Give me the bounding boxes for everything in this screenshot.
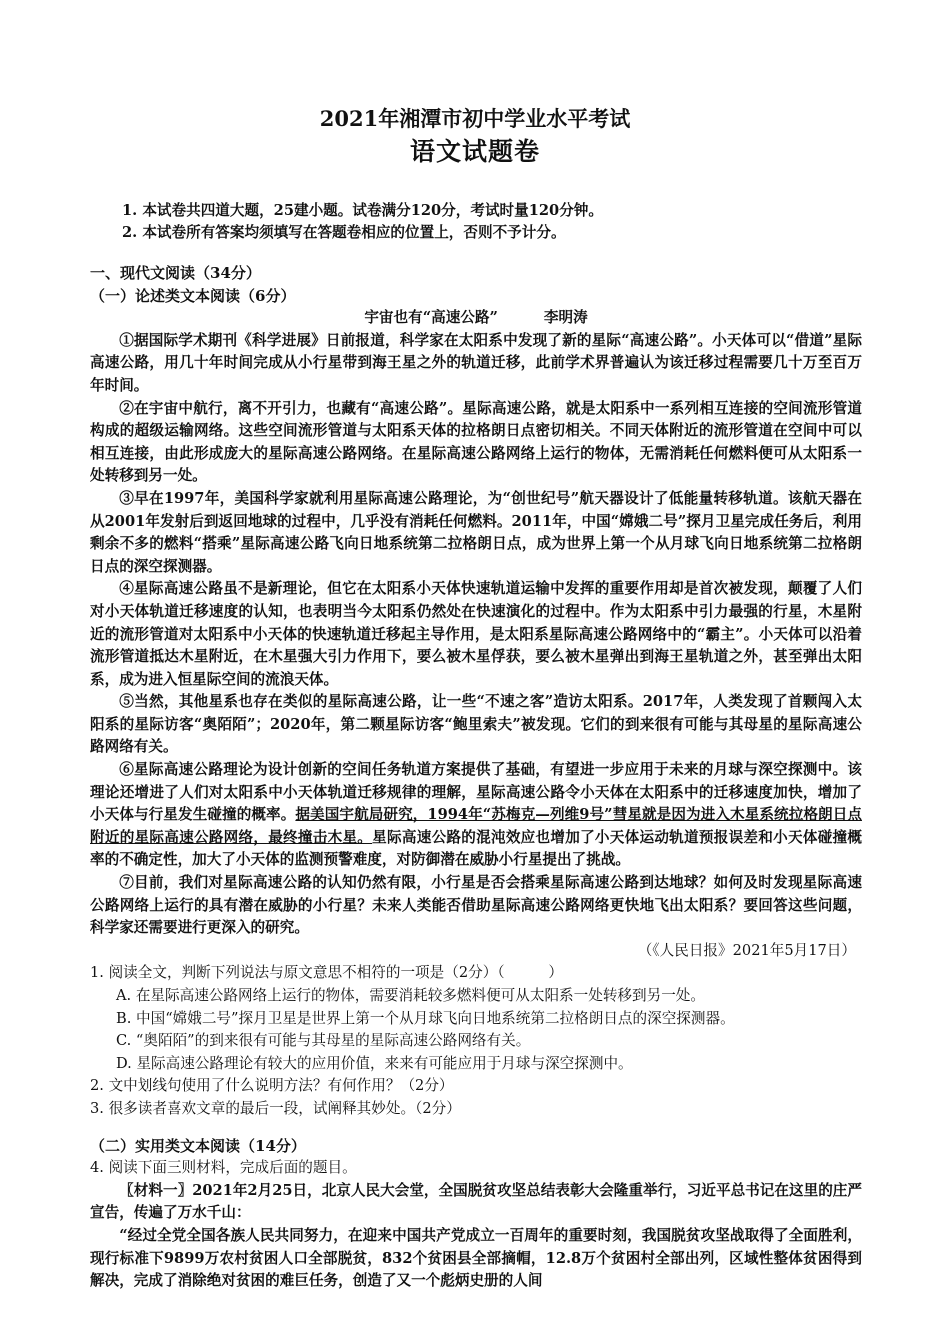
paragraph-6-part-1: ⑥星际高速公路理论为设计创新的空间任务轨道方案提供了基础，有望进一步应用于未来的月球与深空探测中。该理论还增进了人们对太阳系中小天体轨道迁移规律的理解，星际高速公路令小天体在太阳系中的迁移速度加快，增加了小天体与行星发生碰撞的概率。 bbox=[90, 761, 862, 824]
question-1-option-b: B. 中国“嫦娥二号”探月卫星是世界上第一个从月球飞向日地系统第二拉格朗日点的深空探测器。 bbox=[116, 1009, 735, 1027]
question-1-option-d: D. 星际高速公路理论有较大的应用价值，来来有可能应用于月球与深空探测中。 bbox=[116, 1054, 633, 1072]
section-heading: 一、现代文阅读（34分） bbox=[90, 264, 261, 282]
article-paragraph-7: ⑦目前，我们对星际高速公路的认知仍然有限，小行星是否会搭乘星际高速公路到达地球？如何及时发现星际高速公路网络上运行的具有潜在威胁的小行星？未来人类能否借助星际高速公路网络更快地飞出太阳系？要回答这些问题，科学家还需要进行更深入的研究。 bbox=[90, 874, 862, 937]
subsection-heading-practical: （二）实用类文本阅读（14分） bbox=[90, 1136, 306, 1155]
article-paragraph-2: ②在宇宙中航行，离不开引力，也藏有“高速公路”。星际高速公路，就是太阳系中一系列相互连接的空间流形管道构成的超级运输网络。这些空间流形管道与太阳系天体的拉格朗日点密切相关。不同天体附近的流形管道在空间中可以相互连接，由此形成庞大的星际高速公路网络。在星际高速公路网络上运行的物体，无需消耗任何燃料便可从太阳系一处转移到另一处。 bbox=[90, 399, 862, 485]
exam-subtitle: 语文试题卷 bbox=[409, 137, 540, 166]
underlined-sentence: 据美国宇航局研究，1994年“苏梅克—列维9号”彗星就是因为进入木星系统拉格朗日点附近的星际高速公路网络，最终撞击木星。 bbox=[90, 806, 862, 846]
subsection-heading-argumentative: （一）论述类文本阅读（6分） bbox=[90, 286, 296, 305]
article-paragraph-1: ①据国际学术期刊《科学进展》日前报道，科学家在太阳系中发现了新的星际“高速公路”。小天体可以“借道”星际高速公路，用几十年时间完成从小行星带到海王星之外的轨道迁移，此前学术界普遍认为该迁移过程需要几十万至百万年时间。 bbox=[90, 331, 862, 394]
paragraph-6-part-2: 星际高速公路的混沌效应也增加了小天体运动轨道预报误差和小天体碰撞概率的不确定性，加大了小天体的监测预警难度，对防御潜在威胁小行星提出了挑战。 bbox=[90, 828, 862, 869]
question-2: 2. 文中划线句使用了什么说明方法？有何作用？（2分） bbox=[90, 1077, 454, 1095]
question-4: 4. 阅读下面三则材料，完成后面的题目。 bbox=[90, 1159, 357, 1177]
section-modern-reading bbox=[90, 262, 862, 1293]
note-1: 1. 本试卷共四道大题，25建小题。试卷满分120分，考试时量120分钟。 bbox=[122, 202, 603, 219]
article-source: （《人民日报》2021年5月17日） bbox=[637, 941, 856, 959]
article-paragraph-3: ③早在1997年，美国科学家就利用星际高速公路理论，为“创世纪号”航天器设计了低能量转移轨道。该航天器在从2001年发射后到返回地球的过程中，几乎没有消耗任何燃料。2011年，中国“嫦娥二号”探月卫星完成任务后，利用剩余不多的燃料“搭乘”星际高速公路飞向日地系统第二拉格朗日点，成为世界上第一个从月球飞向日地系统第二拉格朗日点的深空探测器。 bbox=[90, 489, 862, 575]
article-paragraph-6 bbox=[90, 759, 862, 872]
exam-notes bbox=[122, 200, 890, 244]
article-paragraph-4: ④星际高速公路虽不是新理论，但它在太阳系小天体快速轨道运输中发挥的重要作用却是首次被发现，颠覆了人们对小天体轨道迁移速度的认知，也表明当今太阳系仍然处在快速演化的过程中。作为太阳系中引力最强的行星，木星附近的流形管道对太阳系中小天体的快速轨道迁移起主导作用，是太阳系星际高速公路网络中的“霸主”。小天体可以沿着流形管道抵达木星附近，在木星强大引力作用下，要么被木星俘获，要么被木星弹出到海王星轨道之外，甚至弹出太阳系，成为进入恒星际空间的流浪天体。 bbox=[90, 580, 862, 688]
question-1: 1. 阅读全文，判断下列说法与原文意思不相符的一项是（2分）（ ） bbox=[90, 964, 563, 982]
note-2: 2. 本试卷所有答案均须填写在答题卷相应的位置上，否则不予计分。 bbox=[122, 224, 566, 241]
material-1-intro: 〖材料一〗2021年2月25日，北京人民大会堂，全国脱贫攻坚总结表彰大会隆重举行，习近平总书记在这里的庄严宣告，传遍了万水千山： bbox=[90, 1181, 862, 1222]
material-1-quote: “经过全党全国各族人民共同努力，在迎来中国共产党成立一百周年的重要时刻，我国脱贫攻坚战取得了全面胜利，现行标准下9899万农村贫困人口全部脱贫，832个贫困县全部摘帽，12.8万个贫困村全部出列，区域性整体贫困得到解决，完成了消除绝对贫困的难巨任务，创造了又一个彪炳史册的人间 bbox=[90, 1226, 862, 1290]
question-3: 3. 很多读者喜欢文章的最后一段，试阐释其妙处。（2分） bbox=[90, 1099, 461, 1117]
article-author: 李明涛 bbox=[543, 309, 588, 327]
article-title: 宇宙也有“高速公路” bbox=[364, 309, 498, 327]
exam-title: 2021年湘潭市初中学业水平考试 bbox=[319, 106, 631, 131]
article-title-line bbox=[90, 307, 862, 330]
article-paragraph-5: ⑤当然，其他星系也存在类似的星际高速公路，让一些“不速之客”造访太阳系。2017年，人类发现了首颗闯入太阳系的星际访客“奥陌陌”；2020年，第二颗星际访客“鲍里索夫”被发现。它们的到来很有可能与其母星的星际高速公路网络有关。 bbox=[90, 693, 862, 756]
question-1-option-c: C. “奥陌陌”的到来很有可能与其母星的星际高速公路网络有关。 bbox=[116, 1032, 531, 1050]
question-1-option-a: A. 在星际高速公路网络上运行的物体，需要消耗较多燃料便可从太阳系一处转移到另一处。 bbox=[116, 987, 705, 1004]
